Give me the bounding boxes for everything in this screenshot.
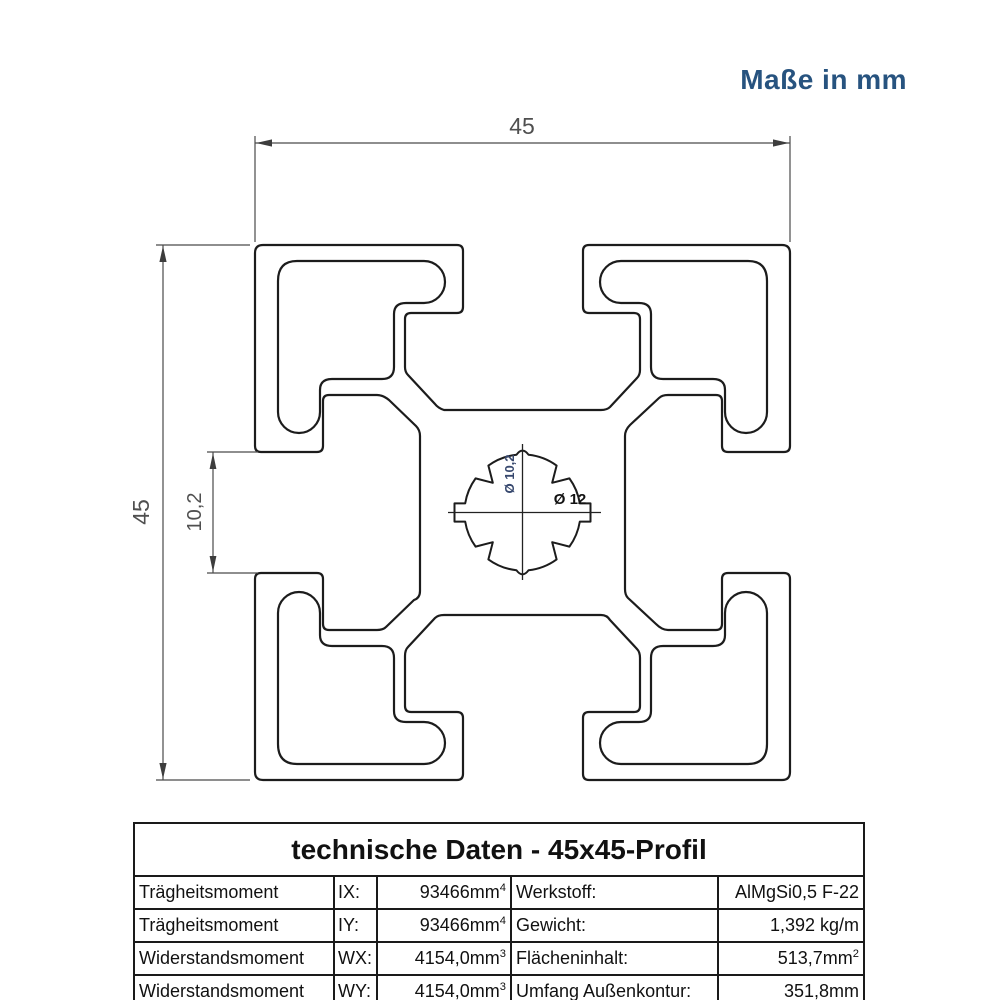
property-label: Flächeninhalt:	[511, 942, 718, 975]
dimension-slot-label: 10,2	[184, 492, 206, 532]
dimension-height-label: 45	[128, 499, 154, 525]
property-symbol: IY:	[334, 909, 377, 942]
technical-data-table	[133, 822, 865, 1000]
corner-cavity-top-right	[600, 261, 767, 433]
property-value: $513,7mm^2$	[718, 942, 864, 975]
corner-cavity-top-left	[278, 261, 445, 433]
property-label: Umfang Außenkontur:	[511, 975, 718, 1000]
property-value: 351,8mm	[718, 975, 864, 1000]
dimension-width-label: 45	[509, 113, 535, 139]
property-symbol: WY:	[334, 975, 377, 1000]
property-value: $4154,0mm^3$	[377, 975, 511, 1000]
property-label: Werkstoff:	[511, 876, 718, 909]
property-label: Widerstandsmoment	[134, 975, 334, 1000]
property-label: Widerstandsmoment	[134, 942, 334, 975]
property-value: 1,392 kg/m	[718, 909, 864, 942]
property-label: Trägheitsmoment	[134, 876, 334, 909]
dimension-arrowheads	[159, 139, 789, 779]
property-label: Trägheitsmoment	[134, 909, 334, 942]
corner-cavity-bottom-left	[278, 592, 445, 764]
table-row	[134, 909, 864, 942]
units-note: Maße in mm	[740, 64, 907, 95]
property-symbol: IX:	[334, 876, 377, 909]
property-value: $93466mm^4$	[377, 909, 511, 942]
property-value: $93466mm^4$	[377, 876, 511, 909]
bore-outer-diameter-label: Ø 12	[553, 491, 587, 508]
table-title: technische Daten - 45x45-Profil	[134, 823, 864, 876]
table-row	[134, 942, 864, 975]
property-value: AlMgSi0,5 F-22	[718, 876, 864, 909]
bore-inner-diameter-label: Ø 10,2	[502, 454, 517, 494]
property-symbol: WX:	[334, 942, 377, 975]
table-title-row	[134, 823, 864, 876]
corner-cavity-bottom-right	[600, 592, 767, 764]
table-row	[134, 975, 864, 1000]
table-row	[134, 876, 864, 909]
property-value: $4154,0mm^3$	[377, 942, 511, 975]
property-label: Gewicht:	[511, 909, 718, 942]
